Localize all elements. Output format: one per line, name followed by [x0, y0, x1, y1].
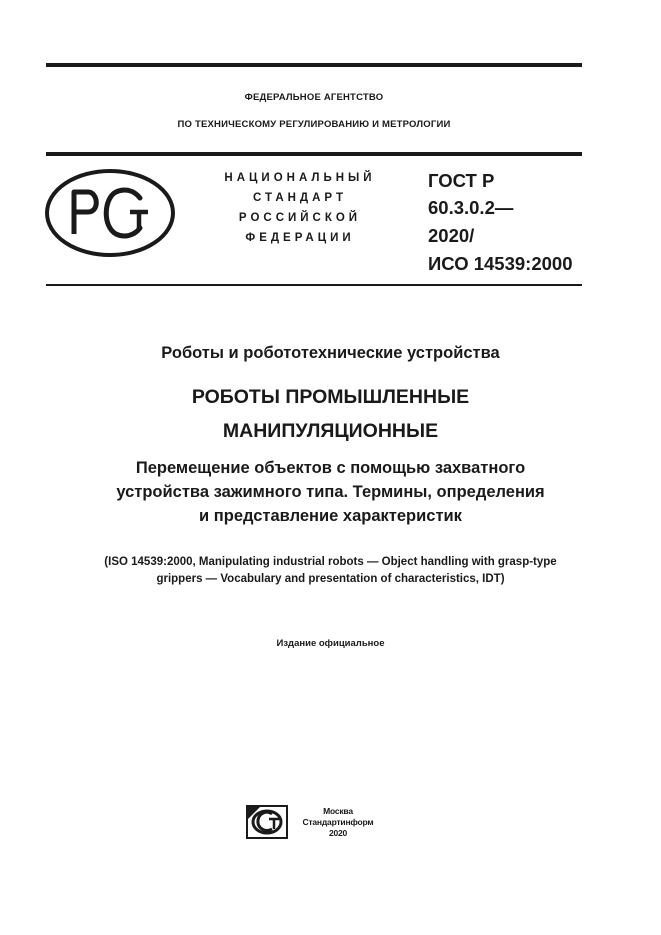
- iso-reference-line-1: (ISO 14539:2000, Manipulating industrial robots — Object handling with grasp-type: [104, 556, 557, 568]
- description-line-1: Перемещение объектов с помощью захватного: [135, 459, 526, 477]
- header-bottom-rule: [46, 284, 582, 286]
- main-title-line-1: РОБОТЫ ПРОМЫШЛЕННЫЕ: [191, 386, 470, 408]
- edition-label: Издание официальное: [276, 638, 385, 649]
- header-rule: [46, 152, 582, 156]
- national-standard-line-3: РОССИЙСКОЙ: [238, 212, 362, 224]
- document-subtitle: Роботы и робототехнические устройства: [161, 344, 500, 362]
- main-title-line-2: МАНИПУЛЯЦИОННЫЕ: [222, 420, 439, 442]
- agency-line-2: ПО ТЕХНИЧЕСКОМУ РЕГУЛИРОВАНИЮ И МЕТРОЛОГИИ: [177, 119, 451, 130]
- national-standard-line-4: ФЕДЕРАЦИИ: [245, 232, 355, 244]
- publisher-name: Стандартинформ: [302, 817, 374, 827]
- national-standard-line-1: НАЦИОНАЛЬНЫЙ: [224, 172, 376, 184]
- publisher-city: Москва: [323, 806, 353, 816]
- iso-reference-line-2: grippers — Vocabulary and presentation of characteristics, IDT): [156, 573, 505, 585]
- description-line-3: и представление характеристик: [199, 507, 462, 525]
- designation-line-4: ИСО 14539:2000: [428, 253, 573, 274]
- description-line-2: устройства зажимного типа. Термины, определения: [116, 483, 545, 501]
- rst-certification-mark-icon: [44, 168, 176, 258]
- national-standard-line-2: СТАНДАРТ: [253, 192, 347, 204]
- designation-line-3: 2020/: [428, 225, 475, 246]
- standartinform-logo-icon: [246, 805, 288, 839]
- designation-line-1: ГОСТ Р: [428, 170, 495, 191]
- publisher-year: 2020: [328, 828, 348, 838]
- designation-line-2: 60.3.0.2—: [428, 197, 514, 218]
- agency-line-1: ФЕДЕРАЛЬНОЕ АГЕНТСТВО: [244, 92, 384, 103]
- top-rule: [46, 63, 582, 67]
